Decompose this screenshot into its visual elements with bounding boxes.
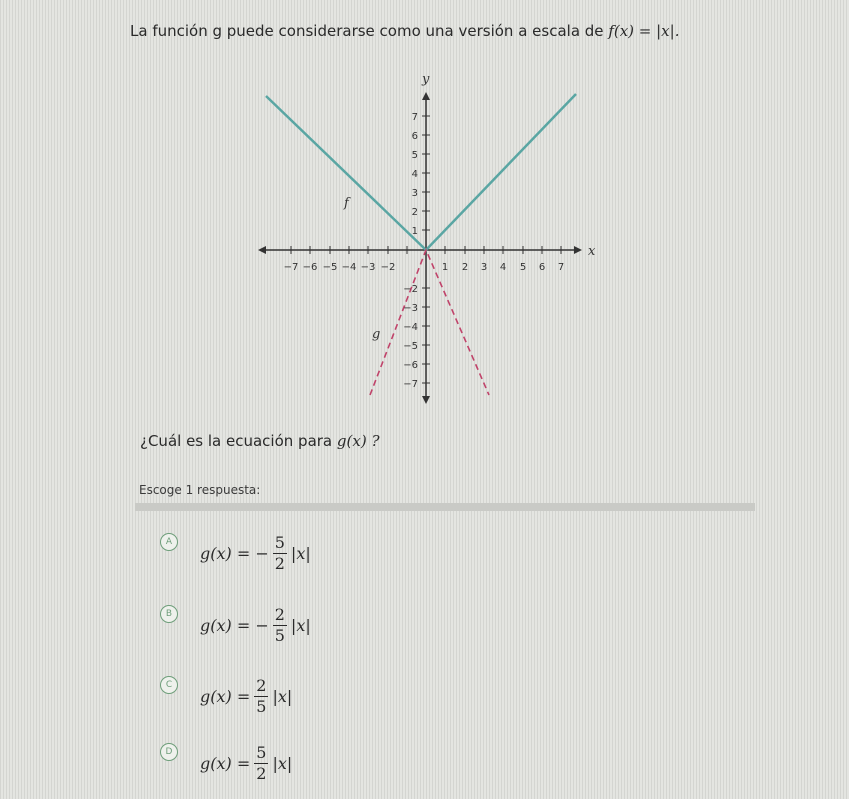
x-tick-label: −3 <box>360 262 376 273</box>
option-equation <box>200 743 292 784</box>
problem-text: La función g puede considerarse como una versión a escala de <box>130 22 604 40</box>
answer-option-b[interactable] <box>150 597 570 659</box>
equation-lhs: g(x) = <box>200 687 251 706</box>
x-tick-label: 5 <box>519 262 527 273</box>
f-graph-line <box>266 94 576 250</box>
fraction <box>273 533 287 574</box>
equation-lhs: g(x) = − <box>200 544 269 563</box>
y-axis-label: y <box>422 72 430 87</box>
y-tick-label: −2 <box>403 284 418 295</box>
answer-option-d[interactable] <box>150 735 570 797</box>
fraction-denominator: 5 <box>274 626 285 645</box>
y-tick-label: 4 <box>411 169 418 180</box>
equation-rhs: |x| <box>290 544 311 563</box>
f-curve-label: f <box>344 196 349 211</box>
x-tick-label: 7 <box>557 262 565 273</box>
question-formula: g(x) ? <box>336 432 380 450</box>
x-tick-label: −7 <box>283 262 299 273</box>
x-axis-arrow-right <box>574 246 582 254</box>
problem-formula: f(x) = |x|. <box>608 22 680 40</box>
y-tick-label: 7 <box>411 112 418 123</box>
y-tick-label: −5 <box>403 341 418 352</box>
x-tick-label: 2 <box>461 262 469 273</box>
y-tick-label: −3 <box>403 303 418 314</box>
fraction-numerator: 5 <box>274 533 285 552</box>
equation-lhs: g(x) = − <box>200 616 269 635</box>
option-equation <box>200 605 311 646</box>
equation-rhs: |x| <box>272 754 293 773</box>
x-axis-label: x <box>588 244 596 259</box>
answer-instruction: Escoge 1 respuesta: <box>139 483 261 497</box>
fraction <box>254 676 268 717</box>
fraction <box>273 605 287 646</box>
x-tick-label: 3 <box>480 262 488 273</box>
radio-button[interactable]: B <box>160 605 178 623</box>
fraction-denominator: 2 <box>256 764 267 783</box>
g-curve-label: g <box>372 327 381 342</box>
x-tick-label: 1 <box>441 262 449 273</box>
y-tick-label: −7 <box>403 379 418 390</box>
divider <box>135 503 755 511</box>
radio-button[interactable]: D <box>160 743 178 761</box>
question-text: ¿Cuál es la ecuación para <box>140 432 333 450</box>
y-axis-arrow-down <box>422 396 430 404</box>
y-axis-arrow-up <box>422 92 430 100</box>
y-tick-label: 1 <box>411 226 418 237</box>
question <box>140 432 379 450</box>
equation-lhs: g(x) = <box>200 754 251 773</box>
y-tick-label: 6 <box>411 131 418 142</box>
radio-button[interactable]: C <box>160 676 178 694</box>
problem-statement <box>130 22 679 40</box>
graph <box>250 70 610 415</box>
answer-option-c[interactable] <box>150 668 570 730</box>
x-tick-label: 4 <box>499 262 507 273</box>
fraction-numerator: 2 <box>256 676 267 695</box>
y-tick-label: 3 <box>411 188 418 199</box>
y-tick-label: −6 <box>403 360 418 371</box>
fraction-denominator: 2 <box>274 554 285 573</box>
answer-option-a[interactable] <box>150 525 570 587</box>
y-tick-label: 5 <box>411 150 418 161</box>
option-equation <box>200 533 311 574</box>
x-tick-label: 6 <box>538 262 546 273</box>
x-tick-label: −2 <box>380 262 396 273</box>
option-equation <box>200 676 292 717</box>
radio-button[interactable]: A <box>160 533 178 551</box>
x-tick-label: −5 <box>322 262 338 273</box>
y-tick-label: −4 <box>403 322 418 333</box>
x-axis-arrow-left <box>258 246 266 254</box>
x-tick-label: −4 <box>341 262 357 273</box>
equation-rhs: |x| <box>290 616 311 635</box>
equation-rhs: |x| <box>272 687 293 706</box>
fraction-denominator: 5 <box>256 697 267 716</box>
x-tick-label: −6 <box>302 262 318 273</box>
y-tick-label: 2 <box>411 207 418 218</box>
fraction-numerator: 2 <box>274 605 285 624</box>
fraction-numerator: 5 <box>256 743 267 762</box>
fraction <box>254 743 268 784</box>
